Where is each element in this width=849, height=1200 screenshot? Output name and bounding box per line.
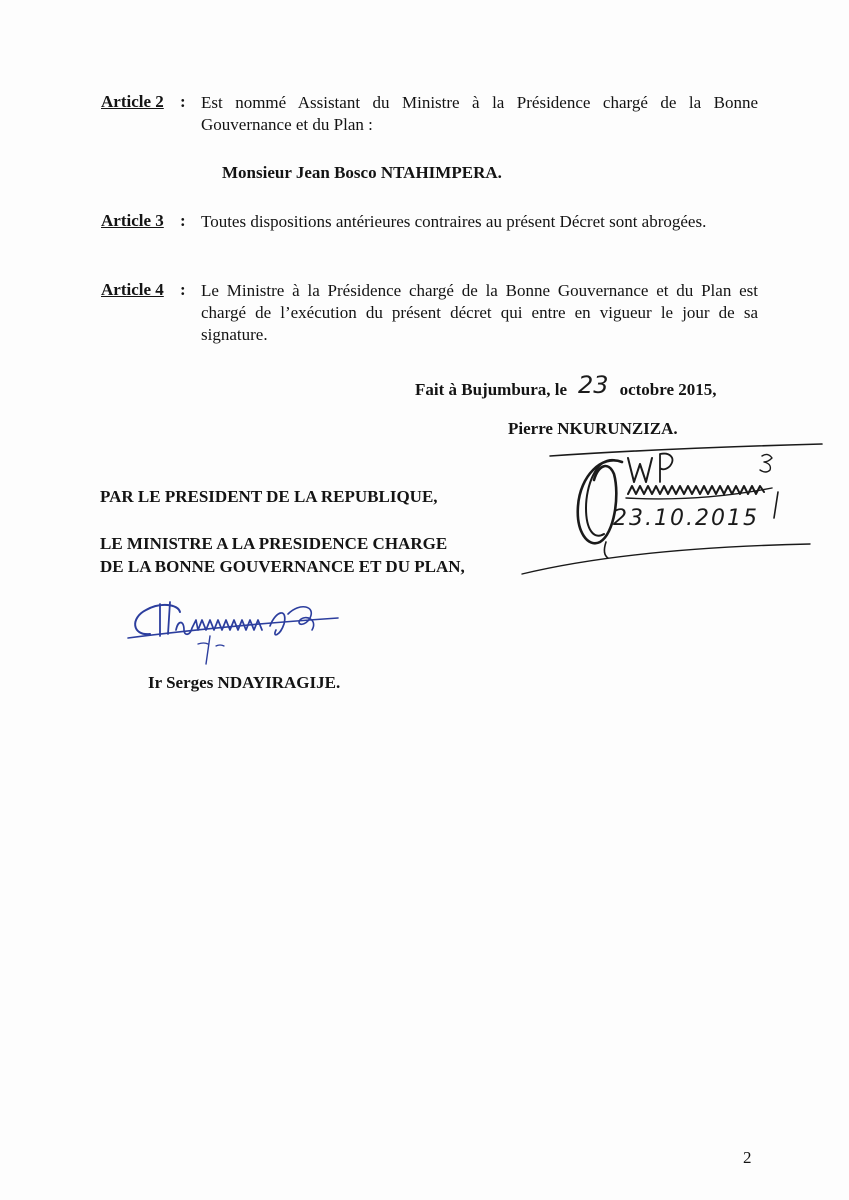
countersign-line-3: DE LA BONNE GOUVERNANCE ET DU PLAN,: [100, 557, 465, 576]
signing-place-prefix: Fait à Bujumbura, le: [415, 380, 568, 399]
page-number: 2: [743, 1148, 752, 1167]
signing-month-year: octobre 2015,: [619, 380, 717, 399]
minister-name: Ir Serges NDAYIRAGIJE.: [148, 673, 341, 692]
article-4-colon: :: [180, 280, 186, 299]
article-3-colon: :: [180, 211, 186, 230]
countersign-line-2: LE MINISTRE A LA PRESIDENCE CHARGE: [100, 534, 448, 553]
signature-date: 23.10.2015: [613, 506, 759, 531]
minister-signature: [120, 590, 350, 670]
signing-place-date: [415, 373, 717, 401]
article-2-label: Article 2: [101, 92, 164, 111]
president-name: Pierre NKURUNZIZA.: [508, 419, 678, 438]
handwritten-day: 23: [578, 371, 609, 399]
countersign-line-1: PAR LE PRESIDENT DE LA REPUBLIQUE,: [100, 487, 438, 506]
article-3-label: Article 3: [101, 211, 164, 230]
article-4-label: Article 4: [101, 280, 164, 299]
appointee-name: Monsieur Jean Bosco NTAHIMPERA.: [222, 163, 502, 182]
article-3-text: Toutes dispositions antérieures contraires au présent Décret sont abrogées.: [201, 212, 707, 231]
article-2-colon: :: [180, 92, 186, 111]
article-2-text: Est nommé Assistant du Ministre à la Présidence chargé de la Bonne Gouvernance et du Plan :: [201, 93, 758, 134]
article-4-text: Le Ministre à la Présidence chargé de la Bonne Gouvernance et du Plan est chargé de l’exécution du présent décret qui entre en vigueur le jour de sa signature.: [201, 281, 758, 344]
